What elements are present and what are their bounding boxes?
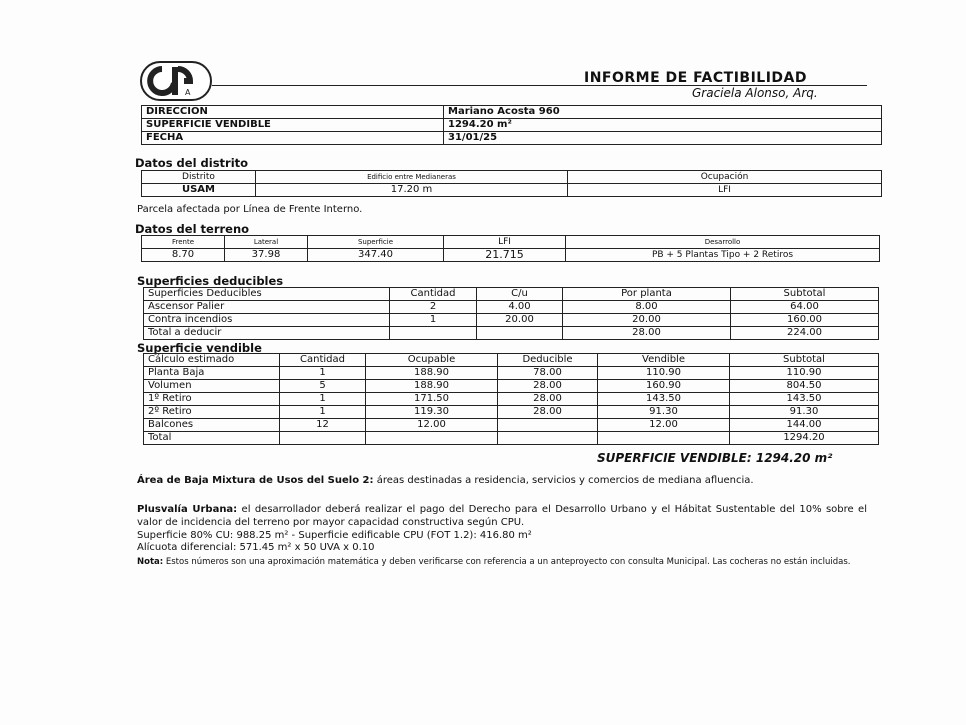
table-cell: 143.50 bbox=[598, 393, 730, 406]
table-cell: 2 bbox=[390, 301, 477, 314]
table-cell: Planta Baja bbox=[144, 367, 280, 380]
table-cell: 20.00 bbox=[563, 314, 731, 327]
table-cell: 188.90 bbox=[366, 367, 498, 380]
col-header: Cantidad bbox=[280, 354, 366, 367]
terreno-header-row bbox=[142, 236, 880, 249]
info-value: 31/01/25 bbox=[444, 132, 882, 145]
table-cell bbox=[390, 327, 477, 340]
col-header: Por planta bbox=[563, 288, 731, 301]
area-note-heading: Área de Baja Mixtura de Usos del Suelo 2: bbox=[137, 475, 374, 486]
table-cell: 28.00 bbox=[498, 406, 598, 419]
table-cell bbox=[366, 432, 498, 445]
vendible-summary: SUPERFICIE VENDIBLE: 1294.20 m² bbox=[597, 451, 833, 465]
table-cell: 91.30 bbox=[598, 406, 730, 419]
plusvalia-note bbox=[137, 503, 867, 529]
table-cell: 28.00 bbox=[498, 380, 598, 393]
table-cell: Total a deducir bbox=[144, 327, 390, 340]
table-cell bbox=[598, 432, 730, 445]
table-row bbox=[144, 380, 879, 393]
table-header-row bbox=[144, 288, 879, 301]
table-cell: 5 bbox=[280, 380, 366, 393]
table-row bbox=[144, 419, 879, 432]
logo bbox=[140, 61, 212, 101]
table-cell: 20.00 bbox=[477, 314, 563, 327]
table-cell: 171.50 bbox=[366, 393, 498, 406]
table-row bbox=[144, 367, 879, 380]
col-header: Cantidad bbox=[390, 288, 477, 301]
plusvalia-line2: Superficie 80% CU: 988.25 m² - Superficie edificable CPU (FOT 1.2): 416.80 m² bbox=[137, 530, 532, 541]
col-header: Vendible bbox=[598, 354, 730, 367]
table-cell: 8.00 bbox=[563, 301, 731, 314]
table-cell: 1 bbox=[280, 367, 366, 380]
terreno-table bbox=[141, 235, 880, 262]
table-cell: 12 bbox=[280, 419, 366, 432]
svg-text:A: A bbox=[185, 88, 191, 97]
col-header: LFI bbox=[444, 236, 566, 249]
col-header: Subtotal bbox=[731, 288, 879, 301]
table-cell: 1 bbox=[280, 406, 366, 419]
info-row bbox=[142, 132, 882, 145]
distrito-value: 17.20 m bbox=[256, 184, 568, 197]
table-cell: Volumen bbox=[144, 380, 280, 393]
table-cell: 188.90 bbox=[366, 380, 498, 393]
table-cell: Contra incendios bbox=[144, 314, 390, 327]
disclaimer-text: Estos números son una aproximación matemática y deben verificarse con referencia a un anteproyecto con consulta Municipal. Las cocheras no están incluidas. bbox=[163, 557, 851, 567]
table-cell: 144.00 bbox=[730, 419, 879, 432]
distrito-value: LFI bbox=[568, 184, 882, 197]
info-table bbox=[141, 105, 882, 145]
table-cell: Balcones bbox=[144, 419, 280, 432]
table-cell bbox=[280, 432, 366, 445]
info-row bbox=[142, 106, 882, 119]
table-total-row bbox=[144, 432, 879, 445]
disclaimer-note bbox=[137, 557, 867, 568]
table-cell: 12.00 bbox=[366, 419, 498, 432]
report-title: INFORME DE FACTIBILIDAD bbox=[584, 70, 808, 86]
terreno-value-row bbox=[142, 249, 880, 262]
logo-mark-icon bbox=[140, 61, 212, 101]
deducibles-table bbox=[143, 287, 879, 340]
table-cell: 12.00 bbox=[598, 419, 730, 432]
info-row bbox=[142, 119, 882, 132]
col-header: Ocupable bbox=[366, 354, 498, 367]
col-header: Deducible bbox=[498, 354, 598, 367]
distrito-title: Datos del distrito bbox=[135, 156, 249, 170]
terreno-value: 8.70 bbox=[142, 249, 225, 262]
table-cell: 160.00 bbox=[731, 314, 879, 327]
plusvalia-heading: Plusvalía Urbana: bbox=[137, 504, 238, 515]
col-header: Edificio entre Medianeras bbox=[256, 171, 568, 184]
terreno-value: 37.98 bbox=[225, 249, 308, 262]
table-cell: 224.00 bbox=[731, 327, 879, 340]
info-value: Mariano Acosta 960 bbox=[444, 106, 882, 119]
table-cell: 804.50 bbox=[730, 380, 879, 393]
table-row bbox=[144, 393, 879, 406]
table-cell: 1294.20 bbox=[730, 432, 879, 445]
info-label: DIRECCIÓN bbox=[142, 106, 444, 119]
table-cell: 143.50 bbox=[730, 393, 879, 406]
distrito-table bbox=[141, 170, 882, 197]
distrito-header-row bbox=[142, 171, 882, 184]
distrito-value: USAM bbox=[142, 184, 256, 197]
deducibles-title: Superficies deducibles bbox=[137, 274, 284, 288]
table-cell: 4.00 bbox=[477, 301, 563, 314]
terreno-value: PB + 5 Plantas Tipo + 2 Retiros bbox=[566, 249, 880, 262]
disclaimer-heading: Nota: bbox=[137, 557, 164, 567]
col-header: Superficie bbox=[308, 236, 444, 249]
plusvalia-text: el desarrollador deberá realizar el pago del Derecho para el Desarrollo Urbano y el Hábitat Sustentable del 10% sobre el valor de incidencia del terreno por mayor capacidad constructiva según CPU. bbox=[137, 504, 867, 528]
terreno-title: Datos del terreno bbox=[135, 222, 250, 236]
table-cell bbox=[477, 327, 563, 340]
col-header: Ocupación bbox=[568, 171, 882, 184]
table-cell: 28.00 bbox=[498, 393, 598, 406]
report-author: Graciela Alonso, Arq. bbox=[692, 86, 818, 100]
table-cell: 1 bbox=[280, 393, 366, 406]
area-note bbox=[137, 474, 867, 487]
terreno-value: 21.715 bbox=[444, 249, 566, 262]
col-header: C/u bbox=[477, 288, 563, 301]
table-cell: 91.30 bbox=[730, 406, 879, 419]
table-cell bbox=[498, 432, 598, 445]
table-cell bbox=[498, 419, 598, 432]
table-cell: 1 bbox=[390, 314, 477, 327]
table-cell: 160.90 bbox=[598, 380, 730, 393]
table-row bbox=[144, 406, 879, 419]
table-cell: Total bbox=[144, 432, 280, 445]
table-row bbox=[144, 301, 879, 314]
table-cell: 1º Retiro bbox=[144, 393, 280, 406]
info-label: SUPERFICIE VENDIBLE bbox=[142, 119, 444, 132]
info-label: FECHA bbox=[142, 132, 444, 145]
table-cell: 119.30 bbox=[366, 406, 498, 419]
table-header-row bbox=[144, 354, 879, 367]
plusvalia-line3: Alícuota diferencial: 571.45 m² x 50 UVA x 0.10 bbox=[137, 542, 375, 553]
table-row bbox=[144, 314, 879, 327]
table-cell: 78.00 bbox=[498, 367, 598, 380]
vendible-title: Superficie vendible bbox=[137, 341, 262, 355]
info-value: 1294.20 m² bbox=[444, 119, 882, 132]
col-header: Distrito bbox=[142, 171, 256, 184]
col-header: Frente bbox=[142, 236, 225, 249]
area-note-text: áreas destinadas a residencia, servicios y comercios de mediana afluencia. bbox=[373, 475, 754, 486]
col-header: Cálculo estimado bbox=[144, 354, 280, 367]
table-cell: Ascensor Palier bbox=[144, 301, 390, 314]
col-header: Desarrollo bbox=[566, 236, 880, 249]
col-header: Subtotal bbox=[730, 354, 879, 367]
table-cell: 2º Retiro bbox=[144, 406, 280, 419]
table-cell: 110.90 bbox=[598, 367, 730, 380]
table-cell: 110.90 bbox=[730, 367, 879, 380]
terreno-value: 347.40 bbox=[308, 249, 444, 262]
table-cell: 64.00 bbox=[731, 301, 879, 314]
distrito-value-row bbox=[142, 184, 882, 197]
distrito-note: Parcela afectada por Línea de Frente Interno. bbox=[137, 204, 363, 215]
vendible-table bbox=[143, 353, 879, 445]
table-total-row bbox=[144, 327, 879, 340]
table-cell: 28.00 bbox=[563, 327, 731, 340]
col-header: Superficies Deducibles bbox=[144, 288, 390, 301]
col-header: Lateral bbox=[225, 236, 308, 249]
